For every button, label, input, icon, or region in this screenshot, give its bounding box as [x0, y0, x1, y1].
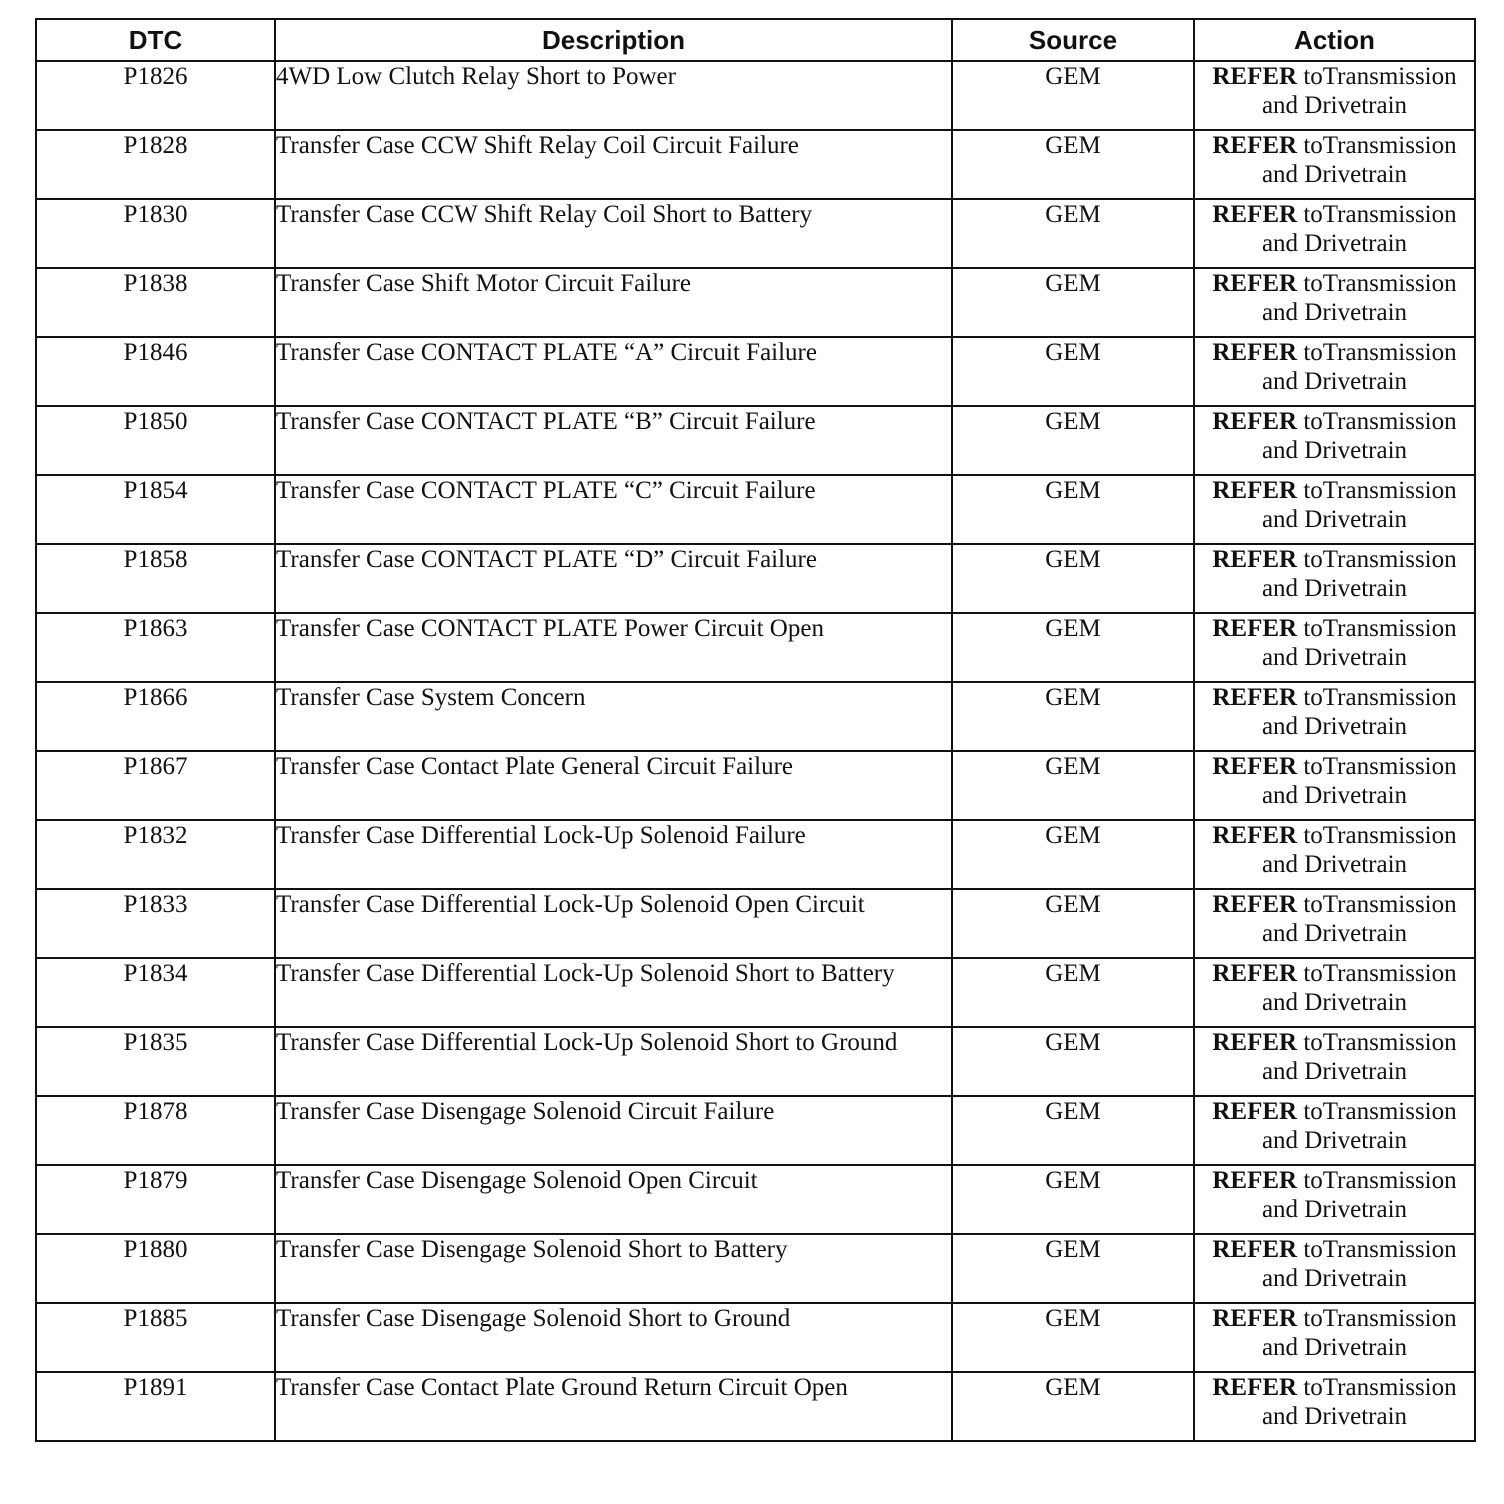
- action-line-1: [1195, 269, 1474, 298]
- dtc-code: P1828: [36, 130, 275, 199]
- dtc-code: P1863: [36, 613, 275, 682]
- action-refer: REFER: [1212, 615, 1298, 642]
- dtc-description: Transfer Case Differential Lock-Up Solenoid Short to Ground: [275, 1027, 952, 1096]
- dtc-action: [1194, 1165, 1475, 1234]
- dtc-description: Transfer Case CONTACT PLATE “B” Circuit Failure: [275, 406, 952, 475]
- action-target: toTransmission: [1297, 615, 1457, 642]
- dtc-code: P1880: [36, 1234, 275, 1303]
- dtc-description: 4WD Low Clutch Relay Short to Power: [275, 61, 952, 130]
- dtc-code: P1833: [36, 889, 275, 958]
- dtc-source: GEM: [952, 1303, 1194, 1372]
- action-line-1: [1195, 614, 1474, 643]
- header-source: Source: [952, 19, 1194, 61]
- action-line-1: [1195, 890, 1474, 919]
- action-target: toTransmission: [1297, 684, 1457, 711]
- table-body: [36, 61, 1475, 1441]
- action-line-2: and Drivetrain: [1261, 920, 1408, 947]
- action-line-2: and Drivetrain: [1261, 368, 1408, 395]
- dtc-description: Transfer Case CONTACT PLATE Power Circuit Open: [275, 613, 952, 682]
- table-row: [36, 613, 1475, 682]
- action-refer: REFER: [1212, 1098, 1298, 1125]
- action-refer: REFER: [1212, 684, 1298, 711]
- dtc-code: P1878: [36, 1096, 275, 1165]
- dtc-source: GEM: [952, 337, 1194, 406]
- action-refer: REFER: [1212, 1305, 1298, 1332]
- action-line-1: [1195, 338, 1474, 367]
- action-target: toTransmission: [1297, 408, 1457, 435]
- action-line-2: and Drivetrain: [1261, 644, 1408, 671]
- header-action: Action: [1194, 19, 1475, 61]
- dtc-action: [1194, 544, 1475, 613]
- dtc-description: Transfer Case Differential Lock-Up Solenoid Open Circuit: [275, 889, 952, 958]
- dtc-action: [1194, 268, 1475, 337]
- action-refer: REFER: [1212, 960, 1298, 987]
- table-row: [36, 958, 1475, 1027]
- action-line-2: and Drivetrain: [1261, 506, 1408, 533]
- action-line-2: and Drivetrain: [1261, 299, 1408, 326]
- dtc-action: [1194, 751, 1475, 820]
- dtc-source: GEM: [952, 130, 1194, 199]
- dtc-action: [1194, 130, 1475, 199]
- dtc-source: GEM: [952, 820, 1194, 889]
- dtc-code: P1885: [36, 1303, 275, 1372]
- dtc-code: P1867: [36, 751, 275, 820]
- dtc-code: P1879: [36, 1165, 275, 1234]
- dtc-description: Transfer Case CCW Shift Relay Coil Short to Battery: [275, 199, 952, 268]
- action-refer: REFER: [1212, 1029, 1298, 1056]
- header-row: [36, 19, 1475, 61]
- action-target: toTransmission: [1297, 891, 1457, 918]
- action-target: toTransmission: [1297, 960, 1457, 987]
- action-target: toTransmission: [1297, 1029, 1457, 1056]
- dtc-action: [1194, 199, 1475, 268]
- table-row: [36, 337, 1475, 406]
- action-line-2: and Drivetrain: [1261, 1265, 1408, 1292]
- action-line-1: [1195, 407, 1474, 436]
- dtc-code: P1834: [36, 958, 275, 1027]
- action-line-2: and Drivetrain: [1261, 989, 1408, 1016]
- action-target: toTransmission: [1297, 1305, 1457, 1332]
- action-line-2: and Drivetrain: [1261, 713, 1408, 740]
- header-dtc: DTC: [36, 19, 275, 61]
- dtc-source: GEM: [952, 1027, 1194, 1096]
- table-row: [36, 406, 1475, 475]
- dtc-source: GEM: [952, 751, 1194, 820]
- dtc-description: Transfer Case Disengage Solenoid Short to Ground: [275, 1303, 952, 1372]
- dtc-source: GEM: [952, 1234, 1194, 1303]
- action-refer: REFER: [1212, 270, 1298, 297]
- dtc-description: Transfer Case Disengage Solenoid Open Circuit: [275, 1165, 952, 1234]
- action-line-2: and Drivetrain: [1261, 1196, 1408, 1223]
- dtc-action: [1194, 406, 1475, 475]
- action-target: toTransmission: [1297, 63, 1457, 90]
- action-refer: REFER: [1212, 1236, 1298, 1263]
- dtc-description: Transfer Case Disengage Solenoid Short to Battery: [275, 1234, 952, 1303]
- action-target: toTransmission: [1297, 339, 1457, 366]
- dtc-code: P1838: [36, 268, 275, 337]
- dtc-source: GEM: [952, 406, 1194, 475]
- action-line-1: [1195, 1235, 1474, 1264]
- dtc-description: Transfer Case CONTACT PLATE “C” Circuit Failure: [275, 475, 952, 544]
- action-line-1: [1195, 62, 1474, 91]
- dtc-code: P1835: [36, 1027, 275, 1096]
- action-refer: REFER: [1212, 408, 1298, 435]
- table-row: [36, 1165, 1475, 1234]
- dtc-description: Transfer Case CONTACT PLATE “A” Circuit Failure: [275, 337, 952, 406]
- dtc-code: P1866: [36, 682, 275, 751]
- action-target: toTransmission: [1297, 270, 1457, 297]
- dtc-source: GEM: [952, 1165, 1194, 1234]
- dtc-source: GEM: [952, 475, 1194, 544]
- table-row: [36, 268, 1475, 337]
- dtc-description: Transfer Case Contact Plate Ground Return Circuit Open: [275, 1372, 952, 1441]
- action-refer: REFER: [1212, 339, 1298, 366]
- dtc-action: [1194, 1303, 1475, 1372]
- action-line-2: and Drivetrain: [1261, 1127, 1408, 1154]
- dtc-action: [1194, 1096, 1475, 1165]
- action-line-2: and Drivetrain: [1261, 575, 1408, 602]
- dtc-code: P1826: [36, 61, 275, 130]
- table-row: [36, 1372, 1475, 1441]
- table-row: [36, 682, 1475, 751]
- table-row: [36, 1096, 1475, 1165]
- dtc-action: [1194, 337, 1475, 406]
- action-refer: REFER: [1212, 132, 1298, 159]
- dtc-action: [1194, 1372, 1475, 1441]
- action-target: toTransmission: [1297, 753, 1457, 780]
- action-line-1: [1195, 476, 1474, 505]
- dtc-source: GEM: [952, 682, 1194, 751]
- action-line-2: and Drivetrain: [1261, 851, 1408, 878]
- action-line-1: [1195, 1166, 1474, 1195]
- dtc-action: [1194, 682, 1475, 751]
- action-target: toTransmission: [1297, 1236, 1457, 1263]
- dtc-action: [1194, 613, 1475, 682]
- table-row: [36, 1303, 1475, 1372]
- action-line-2: and Drivetrain: [1261, 230, 1408, 257]
- dtc-action: [1194, 61, 1475, 130]
- action-line-1: [1195, 1373, 1474, 1402]
- dtc-description: Transfer Case Shift Motor Circuit Failure: [275, 268, 952, 337]
- action-refer: REFER: [1212, 1167, 1298, 1194]
- action-line-2: and Drivetrain: [1261, 161, 1408, 188]
- dtc-code: P1846: [36, 337, 275, 406]
- dtc-action: [1194, 958, 1475, 1027]
- dtc-description: Transfer Case Disengage Solenoid Circuit Failure: [275, 1096, 952, 1165]
- dtc-source: GEM: [952, 61, 1194, 130]
- dtc-action: [1194, 1234, 1475, 1303]
- dtc-action: [1194, 1027, 1475, 1096]
- action-refer: REFER: [1212, 477, 1298, 504]
- dtc-description: Transfer Case CONTACT PLATE “D” Circuit Failure: [275, 544, 952, 613]
- table-row: [36, 751, 1475, 820]
- action-line-1: [1195, 1028, 1474, 1057]
- action-target: toTransmission: [1297, 477, 1457, 504]
- action-target: toTransmission: [1297, 201, 1457, 228]
- table-row: [36, 61, 1475, 130]
- action-line-1: [1195, 959, 1474, 988]
- table-row: [36, 544, 1475, 613]
- dtc-action: [1194, 820, 1475, 889]
- dtc-source: GEM: [952, 613, 1194, 682]
- action-target: toTransmission: [1297, 1167, 1457, 1194]
- dtc-description: Transfer Case System Concern: [275, 682, 952, 751]
- action-line-1: [1195, 821, 1474, 850]
- dtc-action: [1194, 889, 1475, 958]
- action-refer: REFER: [1212, 546, 1298, 573]
- table-row: [36, 889, 1475, 958]
- dtc-description: Transfer Case Differential Lock-Up Solenoid Short to Battery: [275, 958, 952, 1027]
- action-target: toTransmission: [1297, 822, 1457, 849]
- action-line-2: and Drivetrain: [1261, 1334, 1408, 1361]
- dtc-source: GEM: [952, 199, 1194, 268]
- dtc-description: Transfer Case CCW Shift Relay Coil Circuit Failure: [275, 130, 952, 199]
- dtc-source: GEM: [952, 1372, 1194, 1441]
- dtc-code: P1832: [36, 820, 275, 889]
- action-refer: REFER: [1212, 891, 1298, 918]
- dtc-table: [35, 18, 1476, 1442]
- action-target: toTransmission: [1297, 132, 1457, 159]
- table-header: [36, 19, 1475, 61]
- action-line-2: and Drivetrain: [1261, 437, 1408, 464]
- table-row: [36, 1234, 1475, 1303]
- dtc-code: P1858: [36, 544, 275, 613]
- action-line-1: [1195, 200, 1474, 229]
- action-refer: REFER: [1212, 63, 1298, 90]
- action-target: toTransmission: [1297, 1098, 1457, 1125]
- header-description: Description: [275, 19, 952, 61]
- dtc-source: GEM: [952, 958, 1194, 1027]
- action-line-1: [1195, 545, 1474, 574]
- dtc-source: GEM: [952, 544, 1194, 613]
- action-target: toTransmission: [1297, 546, 1457, 573]
- action-refer: REFER: [1212, 201, 1298, 228]
- dtc-code: P1854: [36, 475, 275, 544]
- action-line-1: [1195, 683, 1474, 712]
- action-line-2: and Drivetrain: [1261, 1403, 1408, 1430]
- dtc-code: P1850: [36, 406, 275, 475]
- dtc-source: GEM: [952, 268, 1194, 337]
- table-row: [36, 1027, 1475, 1096]
- action-line-1: [1195, 1097, 1474, 1126]
- dtc-description: Transfer Case Contact Plate General Circuit Failure: [275, 751, 952, 820]
- table-row: [36, 820, 1475, 889]
- action-refer: REFER: [1212, 822, 1298, 849]
- dtc-code: P1891: [36, 1372, 275, 1441]
- dtc-source: GEM: [952, 889, 1194, 958]
- dtc-source: GEM: [952, 1096, 1194, 1165]
- action-line-1: [1195, 1304, 1474, 1333]
- action-target: toTransmission: [1297, 1374, 1457, 1401]
- action-line-1: [1195, 752, 1474, 781]
- dtc-action: [1194, 475, 1475, 544]
- table-row: [36, 199, 1475, 268]
- action-line-1: [1195, 131, 1474, 160]
- dtc-description: Transfer Case Differential Lock-Up Solenoid Failure: [275, 820, 952, 889]
- action-line-2: and Drivetrain: [1261, 1058, 1408, 1085]
- action-line-2: and Drivetrain: [1261, 92, 1408, 119]
- action-line-2: and Drivetrain: [1261, 782, 1408, 809]
- dtc-code: P1830: [36, 199, 275, 268]
- action-refer: REFER: [1212, 753, 1298, 780]
- action-refer: REFER: [1212, 1374, 1298, 1401]
- table-row: [36, 130, 1475, 199]
- table-row: [36, 475, 1475, 544]
